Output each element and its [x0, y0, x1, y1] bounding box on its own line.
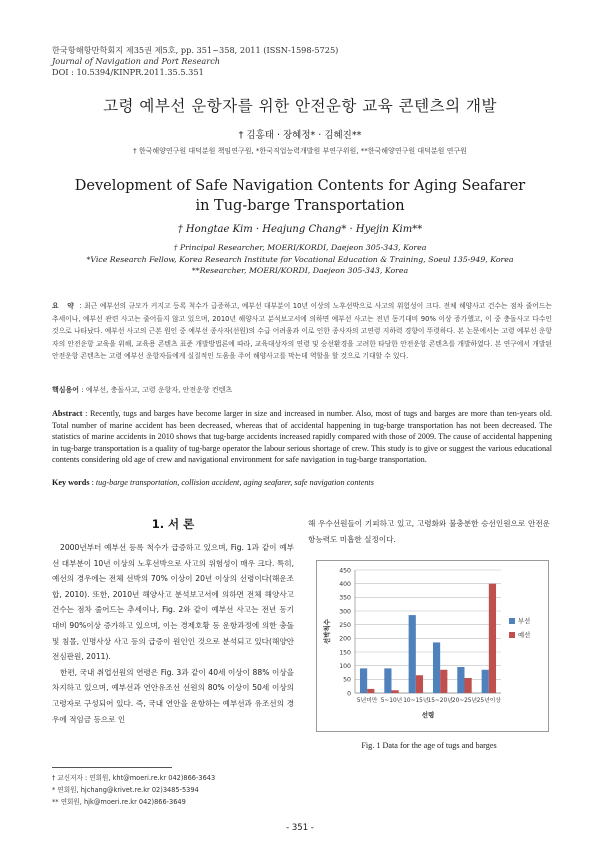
- journal-header-doi: DOI : 10.5394/KINPR.2011.35.5.351: [52, 67, 204, 78]
- y-tick-label: 450: [339, 567, 351, 575]
- figure-1-chart: [317, 561, 548, 731]
- affiliation-korean: † 한국해양연구원 대덕분원 책임연구원, *한국직업능력개발원 부연구위원, **한국해양연구원 대덕분원 연구원: [133, 147, 467, 155]
- authors-english: † Hongtae Kim · Heajung Chang* · Hyejin Kim**: [177, 224, 423, 235]
- y-tick-label: 400: [339, 580, 351, 588]
- x-tick-label: 5~10년: [380, 698, 403, 704]
- title-english-line1: Development of Safe Navigation Contents for Aging Seafarer: [74, 178, 526, 194]
- bar-tug: [489, 584, 496, 693]
- authors-korean: † 김홍태 · 장혜정* · 김혜진**: [238, 130, 362, 141]
- y-axis-title: 선박척수: [323, 618, 331, 645]
- legend-label-tug: 예선: [518, 632, 531, 639]
- footnote-corresponding: † 교신저자 : 연회원, kht@moeri.re.kr 042)866-3643: [52, 774, 216, 782]
- bar-barge: [482, 670, 489, 693]
- footnotes: [52, 772, 215, 808]
- abstract-korean: [52, 300, 552, 363]
- keywords-korean: [52, 385, 232, 395]
- bar-barge: [360, 668, 367, 693]
- bar-barge: [433, 642, 440, 693]
- journal-header-line2: Journal of Navigation and Port Research: [52, 56, 221, 67]
- keywords-korean-label: 핵심용어: [52, 386, 80, 394]
- body-paragraph-2: 한편, 국내 취업선원의 연령은 Fig. 3과 같이 40세 이상이 88% 이상을 차지하고 있으며, 예부선과 연안유조선 선원의 80% 이상이 50세 이상의 고령자로 구성되어 있다. 즉, 국내 연안을 운항하는 예부선과 유조선의 경우에 적임금 등으로 인: [52, 667, 294, 724]
- x-tick-label: 10~15년: [403, 698, 429, 704]
- abstract-korean-label: 요 약: [52, 302, 77, 310]
- figure-1-chart-frame: [316, 560, 549, 732]
- legend-swatch-tug: [509, 632, 515, 638]
- abstract-english: [52, 408, 552, 466]
- bar-tug: [465, 678, 472, 693]
- abstract-korean-text: : 최근 예부선의 규모가 커지고 등록 척수가 급증하고, 예부선 대부분이 10년 이상의 노후선박으로 사고의 위험성이 크다. 전체 해양사고 건수는 점차 줄어드는 추세이나, 예부선 관련 사고는 줄어들지 않고 있으며, 2010년 해양사고 분석보고서에 의하면 예부선 사고는 전년 동기대비 90% 이상 증가했고, 이 중 충돌사고 다수인 것으로 나타났다. 예부선 사고의 근본 원인 중 예부선 종사자(선원)의 수급 어려움과 이로 인한 종사자의 고연령 지하력 경향이 뚜렷하다. 본 논문에서는 고령 예부선 운항자의 안전운항 교육을 위해, 교육용 콘텐츠 표준 개발방법론에 따라, 교육대상자의 연령 및 승선환경을 고려한 타당한 안전운항 콘텐츠를 개발하였다. 본 연구에서 개발된 안전운항 콘텐츠는 고령 예부선 운항자들에게 실질적인 도움을 주어 해양사고를 막는데 역할을 할 것으로 기대할 수 있다.: [52, 302, 552, 361]
- title-english-line2: in Tug-barge Transportation: [195, 198, 405, 214]
- figure-1-caption: Fig. 1 Data for the age of tugs and barges: [361, 741, 497, 750]
- body-left-column: [52, 540, 294, 727]
- body-paragraph-1: 2000년부터 예부선 등록 척수가 급증하고 있으며, Fig. 1과 같이 예부선 대부분이 10년 이상의 노후선박으로 사고의 위험성이 매우 크다. 특히, 예선의 경우에는 전체 선박의 70% 이상이 20년 이상의 선령이다(해운조합, 2010). 또한, 2010년 해양사고 분석보고서에 의하면 전체 해양사고 건수는 점차 줄어드는 추세이나, Fig. 2와 같이 예부선 사고는 전년 동기대비 90%이상 증가하고 있으며, 이는 경제호황 등 운항과정에 의한 충돌 및 침몰, 인명사상 사고 등의 급증이 원인인 것으로 분석되고 있다(해양안전심판원, 2011).: [52, 543, 294, 662]
- footnote-rule: [52, 767, 172, 768]
- bar-tug: [416, 675, 423, 693]
- page-number: - 351 -: [286, 823, 314, 833]
- bar-tug: [392, 690, 399, 693]
- title-korean: 고령 예부선 운항자를 위한 안전운항 교육 콘텐츠의 개발: [103, 97, 497, 115]
- bar-barge: [384, 668, 391, 693]
- legend-label-barge: 부선: [518, 618, 531, 625]
- y-tick-label: 300: [339, 608, 351, 616]
- affiliation-english-1: † Principal Researcher, MOERI/KORDI, Daejeon 305-343, Korea: [173, 243, 427, 252]
- y-tick-label: 200: [339, 635, 351, 643]
- keywords-english: Key words : tug-barge transportation, collision accident, aging seafarer, safe navigation contents: [52, 478, 374, 487]
- y-tick-label: 50: [343, 676, 351, 684]
- affiliation-english-3: **Researcher, MOERI/KORDI, Daejeon 305-343, Korea: [191, 266, 409, 275]
- bar-barge: [457, 667, 464, 693]
- y-tick-label: 350: [339, 594, 351, 602]
- y-tick-label: 150: [339, 649, 351, 657]
- keywords-korean-text: : 예부선, 충돌사고, 고령 운항자, 안전운항 컨텐츠: [79, 386, 233, 394]
- y-tick-label: 0: [347, 690, 351, 698]
- bar-barge: [409, 615, 416, 693]
- journal-header: [52, 45, 338, 79]
- footnote-author-2: * 연회원, hjchang@krivet.re.kr 02)3485-5394: [52, 786, 199, 794]
- x-tick-label: 20~25년: [451, 698, 478, 704]
- y-tick-label: 100: [339, 662, 351, 670]
- body-right-column: 해 우수선원들이 기피하고 있고, 고령화와 불충분한 승선인원으로 안전운항능력도 미흡한 실정이다.: [308, 519, 550, 544]
- legend-swatch-barge: [509, 618, 515, 624]
- title-english: [0, 176, 600, 216]
- journal-header-line1: 한국항해항만학회지 제35권 제5호, pp. 351~358, 2011 (ISSN-1598-5725): [52, 45, 339, 55]
- y-tick-label: 250: [339, 621, 351, 629]
- x-tick-label: 5년미만: [356, 698, 378, 704]
- section-title-introduction: 1. 서 론: [151, 517, 195, 531]
- affiliation-english-2: *Vice Research Fellow, Korea Research Institute for Vocational Education & Training, Soeul 135-949, Korea: [86, 254, 514, 264]
- x-tick-label: 25년이상: [476, 698, 501, 704]
- keywords-english-text: tug-barge transportation, collision accident, aging seafarer, safe navigation contents: [95, 478, 374, 487]
- x-tick-label: 15~20년: [427, 698, 453, 704]
- keywords-english-label: Key words: [52, 478, 90, 487]
- abstract-english-text: : Recently, tugs and barges have become larger in size and increased in number. Also, most of tugs and barges are more than ten-years old. Total number of marine accident has been decreased, whereas that of accidental happening in tug-barge transportation has not been decreased. The statistics of marine accidents in 2010 shows that tug-barge accidents increased rapidly compared with those of 2009. The cause of accidental happening in tug-barge transportation is a quality of tug-barge operator the labour serious shortage of crew. This study is to give or suggest the various educational contents considering old age of crew and navigational environment for safe navigation in tug-barge transportation.: [52, 409, 552, 465]
- bar-tug: [440, 670, 447, 693]
- footnote-author-3: ** 연회원, hjk@moeri.re.kr 042)866-3649: [52, 798, 186, 806]
- x-axis-title: 선령: [421, 711, 435, 719]
- affiliation-english: [0, 242, 600, 277]
- bar-tug: [367, 689, 374, 693]
- abstract-english-label: Abstract: [52, 409, 83, 418]
